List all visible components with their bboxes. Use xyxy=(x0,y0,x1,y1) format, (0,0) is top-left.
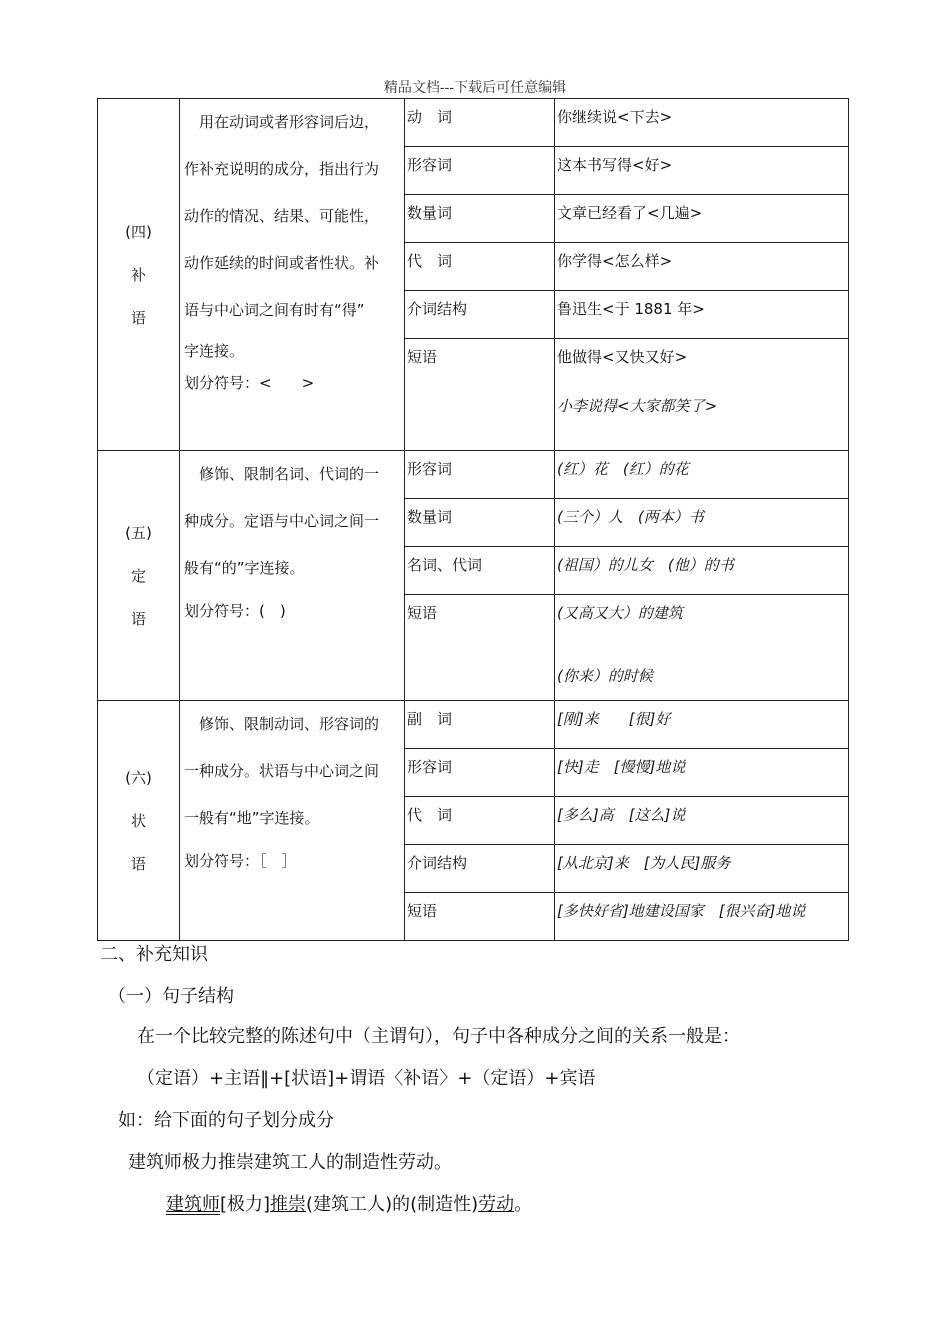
division-mark: 划分符号：< > xyxy=(184,374,315,392)
category-cell xyxy=(98,701,180,941)
example-intro: 如：给下面的句子划分成分 xyxy=(118,1110,334,1131)
category-number: (五) xyxy=(125,523,152,542)
predicate-part: 推崇 xyxy=(270,1194,307,1215)
formula: （定语）+主语‖+[状语]+谓语〈补语〉+（定语）+宾语 xyxy=(137,1068,596,1089)
pos-cell: 副 词 xyxy=(405,701,555,749)
example-cell: 鲁迅生<于 1881 年> xyxy=(555,291,849,339)
pos-cell: 形容词 xyxy=(405,451,555,499)
description-line: 作补充说明的成分，指出行为 xyxy=(184,160,380,178)
description-line: 动作的情况、结果、可能性， xyxy=(184,207,380,225)
subject-part: 建筑师 xyxy=(166,1194,220,1215)
example-cell: [多么]高 [这么]说 xyxy=(555,797,849,845)
example-cell: 文章已经看了<几遍> xyxy=(555,195,849,243)
section-title: 二、补充知识 xyxy=(100,944,208,965)
category-name-char: 定 xyxy=(130,566,146,585)
pos-cell: 代 词 xyxy=(405,243,555,291)
description-line: 修饰、限制名词、代词的一 xyxy=(199,465,380,483)
example-cell: 你继续说<下去> xyxy=(555,99,849,147)
category-number: (四) xyxy=(125,222,152,241)
category-name-char: 补 xyxy=(130,265,146,284)
example-cell: [刚]来 [很]好 xyxy=(555,701,849,749)
sentence-analysis xyxy=(166,1190,532,1216)
pos-cell: 数量词 xyxy=(405,195,555,243)
description-cell xyxy=(180,99,405,451)
example-text: 他做得<又快又好> xyxy=(557,348,688,366)
pos-cell: 短语 xyxy=(405,339,555,451)
sentence-end: 。 xyxy=(514,1194,533,1215)
example-cell: (红）花 (红）的花 xyxy=(555,451,849,499)
grammar-table xyxy=(97,98,849,941)
category-name-char: 语 xyxy=(130,854,146,873)
example-text: (你来）的时候 xyxy=(557,667,653,685)
pos-cell: 短语 xyxy=(405,893,555,941)
example-text: (又高又大）的建筑 xyxy=(557,604,683,622)
category-name-char: 状 xyxy=(130,811,146,830)
description-line: 一般有“地”字连接。 xyxy=(184,809,320,827)
pos-cell: 数量词 xyxy=(405,499,555,547)
pos-cell: 形容词 xyxy=(405,749,555,797)
example-cell: (三个）人 (两本）书 xyxy=(555,499,849,547)
page-header: 精品文档---下载后可任意编辑 xyxy=(383,80,567,96)
description-line: 般有“的”字连接。 xyxy=(184,559,305,577)
pos-cell: 名词、代词 xyxy=(405,547,555,595)
description-line: 一种成分。状语与中心词之间 xyxy=(184,762,380,780)
example-text: 小李说得<大家都笑了> xyxy=(557,397,718,415)
description-line: 修饰、限制动词、形容词的 xyxy=(199,715,380,733)
description-cell xyxy=(180,701,405,941)
example-cell: [快]走 [慢慢]地说 xyxy=(555,749,849,797)
example-cell: 你学得<怎么样> xyxy=(555,243,849,291)
particle-de: 的 xyxy=(392,1194,411,1215)
example-sentence: 建筑师极力推崇建筑工人的制造性劳动。 xyxy=(128,1152,452,1173)
category-name-char: 语 xyxy=(130,609,146,628)
description-cell xyxy=(180,451,405,701)
example-cell xyxy=(555,595,849,701)
description-line: 用在动词或者形容词后边， xyxy=(199,113,380,131)
category-name-char: 语 xyxy=(130,308,146,327)
object-part: 劳动 xyxy=(478,1194,515,1215)
example-cell: [多快好省]地建设国家 [很兴奋]地说 xyxy=(555,893,849,941)
pos-cell: 短语 xyxy=(405,595,555,701)
category-cell xyxy=(98,99,180,451)
example-cell: 这本书写得<好> xyxy=(555,147,849,195)
subsection-title: （一）句子结构 xyxy=(108,986,234,1007)
category-cell xyxy=(98,451,180,701)
example-cell: (祖国）的儿女 (他）的书 xyxy=(555,547,849,595)
division-mark: 划分符号：［ ］ xyxy=(184,852,297,870)
table-row xyxy=(98,99,849,147)
adverbial-part: [极力] xyxy=(220,1194,271,1215)
table-row xyxy=(98,451,849,499)
pos-cell: 介词结构 xyxy=(405,845,555,893)
example-cell xyxy=(555,339,849,451)
pos-cell: 代 词 xyxy=(405,797,555,845)
paragraph: 在一个比较完整的陈述句中（主谓句），句子中各种成分之间的关系一般是： xyxy=(137,1026,740,1047)
pos-cell: 形容词 xyxy=(405,147,555,195)
attribute-part: (制造性) xyxy=(410,1194,479,1215)
attribute-part: (建筑工人) xyxy=(306,1194,393,1215)
division-mark: 划分符号：( ) xyxy=(184,602,286,620)
description-line: 动作延续的时间或者性状。补 xyxy=(184,254,380,272)
description-line: 语与中心词之间有时有“得” xyxy=(184,301,365,319)
description-line: 字连接。 xyxy=(184,342,245,360)
pos-cell: 动 词 xyxy=(405,99,555,147)
table-row xyxy=(98,701,849,749)
category-number: (六) xyxy=(125,768,152,787)
pos-cell: 介词结构 xyxy=(405,291,555,339)
description-line: 种成分。定语与中心词之间一 xyxy=(184,512,380,530)
example-cell: [从北京]来 [为人民]服务 xyxy=(555,845,849,893)
